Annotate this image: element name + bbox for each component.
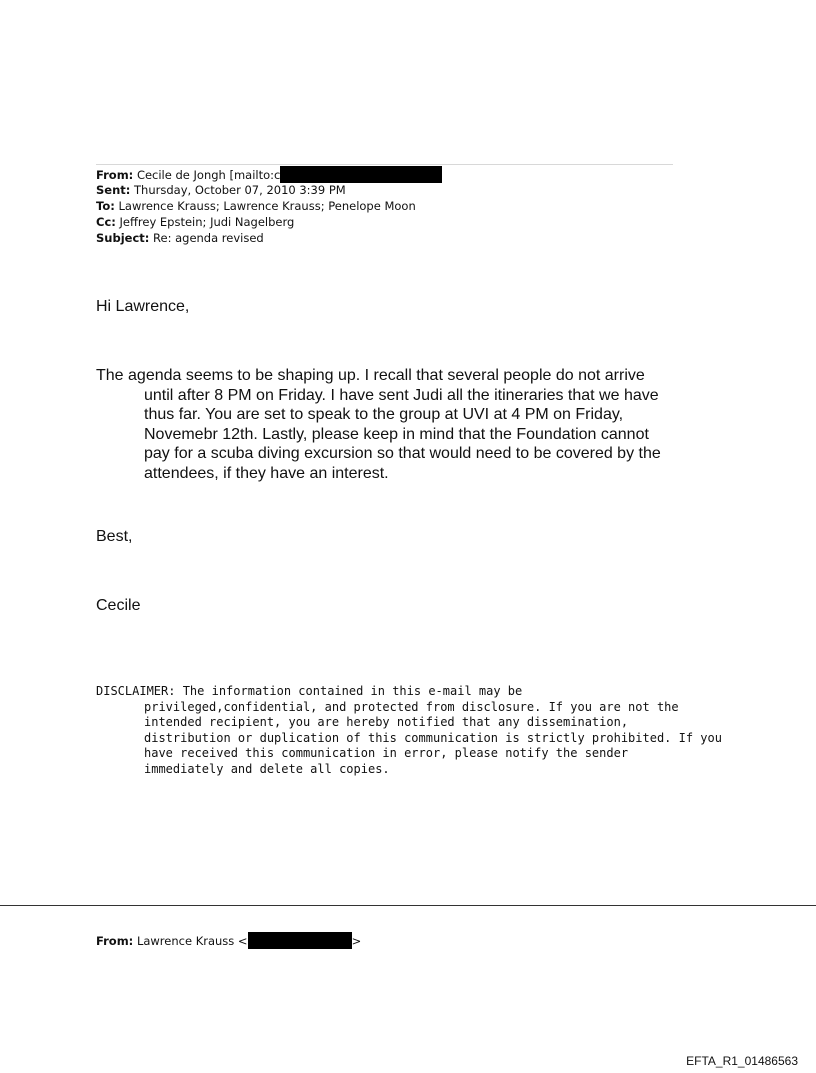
closing: Best, xyxy=(96,528,133,545)
disclaimer-line: privileged,confidential, and protected from disclosure. If you are not the xyxy=(144,699,679,714)
signature: Cecile xyxy=(96,597,141,614)
paragraph-line: Novemebr 12th. Lastly, please keep in mind that the Foundation cannot xyxy=(144,425,649,443)
subject-value: Re: agenda revised xyxy=(153,231,264,245)
disclaimer-line: immediately and delete all copies. xyxy=(144,761,390,776)
from-line-2 xyxy=(96,932,361,949)
from-value-2-suffix: > xyxy=(351,934,362,948)
disclaimer-line: have received this communication in error, please notify the sender xyxy=(144,746,629,760)
to-label: To: xyxy=(96,199,115,213)
message-separator xyxy=(0,905,816,906)
paragraph-line: attendees, if they have an interest. xyxy=(144,464,389,482)
paragraph-line: thus far. You are set to speak to the group at UVI at 4 PM on Friday, xyxy=(144,406,624,423)
to-line xyxy=(96,198,416,214)
greeting: Hi Lawrence, xyxy=(96,298,190,315)
sent-value: Thursday, October 07, 2010 3:39 PM xyxy=(134,183,346,197)
disclaimer-line: distribution or duplication of this communication is strictly prohibited. If you xyxy=(144,730,722,745)
from-line xyxy=(96,166,442,183)
sent-line xyxy=(96,182,346,198)
disclaimer-line: DISCLAIMER: The information contained in this e-mail may be xyxy=(96,684,523,698)
from-label-2: From: xyxy=(96,934,134,948)
sent-label: Sent: xyxy=(96,183,131,197)
from-label: From: xyxy=(96,168,134,182)
paragraph-line: The agenda seems to be shaping up. I recall that several people do not arrive xyxy=(96,367,645,384)
body-paragraph xyxy=(96,366,686,483)
from-value: Cecile de Jongh [mailto:c xyxy=(136,168,281,182)
redacted-email xyxy=(280,166,442,183)
paragraph-line: until after 8 PM on Friday. I have sent Judi all the itineraries that we have xyxy=(144,386,659,404)
to-value: Lawrence Krauss; Lawrence Krauss; Penelope Moon xyxy=(118,199,416,213)
subject-line xyxy=(96,230,264,246)
disclaimer-line: intended recipient, you are hereby notified that any dissemination, xyxy=(144,715,629,729)
from-value-2: Lawrence Krauss < xyxy=(136,934,248,948)
paragraph-line: pay for a scuba diving excursion so that would need to be covered by the xyxy=(144,445,661,462)
header-top-rule xyxy=(96,164,673,165)
redacted-email-2 xyxy=(248,932,352,949)
disclaimer xyxy=(96,684,722,777)
cc-label: Cc: xyxy=(96,215,116,229)
document-id: EFTA_R1_01486563 xyxy=(686,1054,798,1068)
cc-value: Jeffrey Epstein; Judi Nagelberg xyxy=(119,215,295,229)
subject-label: Subject: xyxy=(96,231,150,245)
cc-line xyxy=(96,214,294,230)
